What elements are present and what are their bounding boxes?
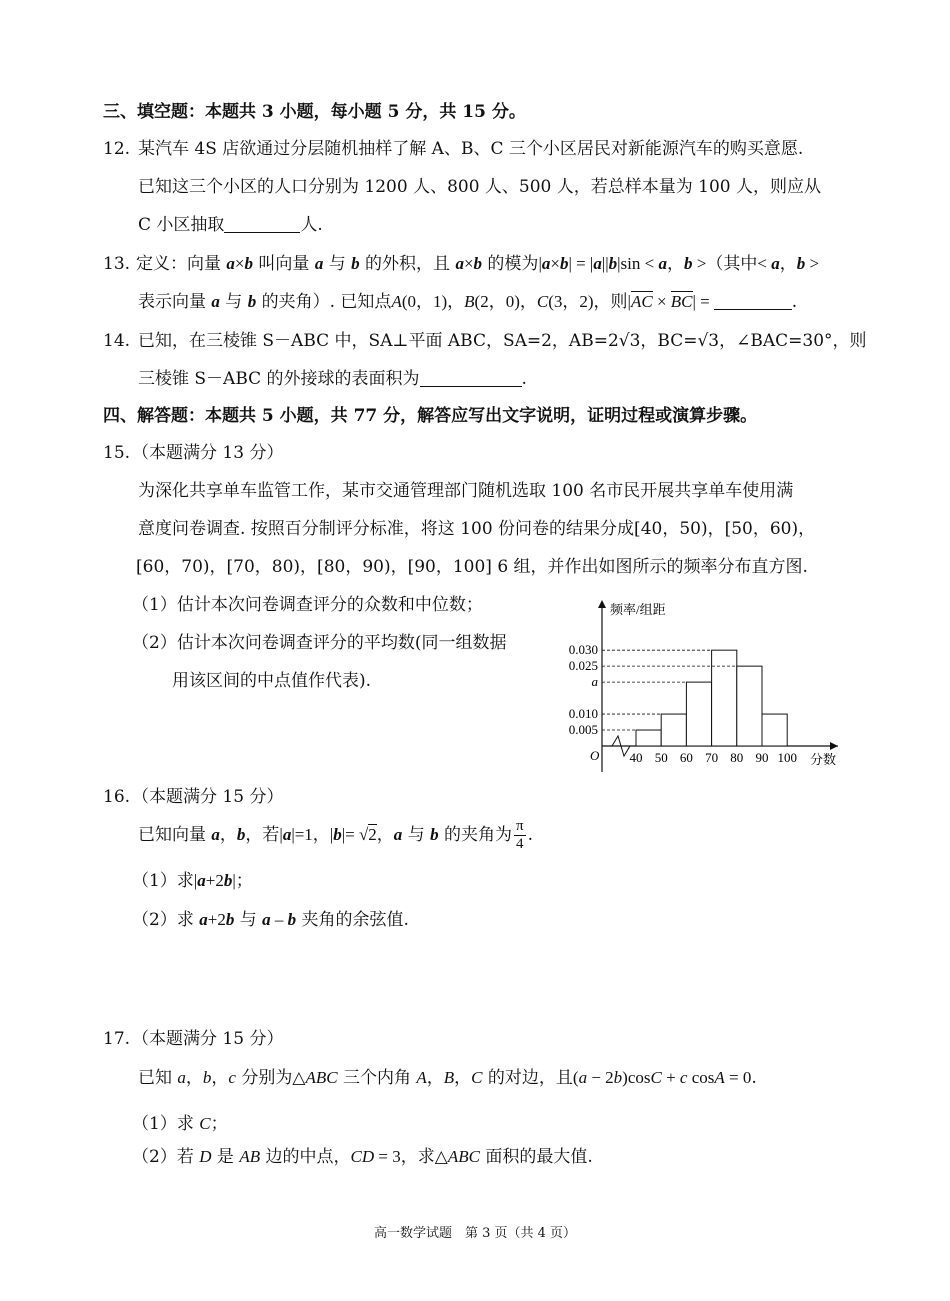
q16-text: 夹角的余弦值.: [296, 910, 409, 930]
q12-line1: 某汽车 4S 店欲通过分层随机抽样了解 A、B、C 三个小区居民对新能源汽车的购买意愿.: [138, 139, 804, 159]
q12-line3-end: 人.: [300, 215, 323, 235]
histogram-bar: [737, 666, 762, 746]
q17-line1: 已知 a，b，c 分别为△ABC 三个内角 A，B，C 的对边，且(a − 2b)cosC + c cosA = 0.: [138, 1068, 757, 1088]
q13-text: 定义：向量: [136, 254, 227, 274]
q13-text: 与: [219, 292, 248, 312]
q15-part2-cont: 用该区间的中点值作代表).: [172, 671, 372, 691]
q13-line2: 表示向量 a 与 b 的夹角）. 已知点A(0，1)，B(2，0)，C(3，2)，则|AC × BC| = .: [138, 292, 798, 312]
q15-part2: （2）估计本次问卷调查评分的平均数(同一组数据: [132, 633, 507, 653]
q12-line3-text: C 小区抽取: [138, 215, 225, 235]
y-tick-label: 0.030: [568, 642, 598, 658]
x-tick-label: 50: [654, 750, 668, 765]
q13-text: （其中: [706, 254, 758, 274]
q16-text: （2）求: [132, 910, 200, 930]
q14-text: 三棱锥 S－ABC 的外接球的表面积为: [138, 369, 420, 389]
q16-text: 与: [402, 825, 431, 845]
vector-magnitudes: |a|=1，|b|= √2: [279, 825, 377, 844]
q17-text: ，求△: [400, 1147, 448, 1167]
q16-number: 16.: [103, 787, 131, 807]
q17-part1: （1）求 C；: [132, 1114, 228, 1134]
x-tick-label: 90: [755, 750, 769, 765]
x-tick-label: 60: [679, 750, 693, 765]
points-definition: A(0，1)，B(2，0)，C(3，2): [391, 292, 594, 311]
histogram-bar: [712, 650, 737, 746]
x-tick-label: 40: [629, 750, 643, 765]
q14-answer-blank: [420, 368, 522, 387]
histogram-bar: [661, 714, 686, 746]
y-tick-label: 0.010: [568, 706, 598, 722]
x-tick-label: 70: [705, 750, 719, 765]
q16-text: ，: [376, 825, 394, 845]
y-tick-label: a: [591, 674, 598, 690]
q16-text: ，若: [245, 825, 280, 845]
q12-line3: [138, 213, 323, 237]
q16-line1: 已知向量 a，b，若|a|=1，|b|= √2，a 与 b 的夹角为 $\frac{\pi}{4}$ .: [138, 818, 533, 852]
x-axis-arrow: [830, 742, 838, 750]
q12-number: 12.: [103, 139, 131, 159]
q13-text: 的模为: [482, 254, 539, 274]
q17-score: （本题满分 15 分）: [132, 1029, 284, 1049]
pi-over-4-fraction: $\frac{\pi}{4}$: [516, 818, 524, 852]
q14-line1: 已知，在三棱锥 S－ABC 中，SA⊥平面 ABC，SA=2，AB=2√3，BC=√3，∠BAC=30°，则: [138, 331, 867, 351]
q16-text: 已知向量: [138, 825, 212, 845]
q17-text: 三个内角: [337, 1068, 417, 1088]
q16-text: 的夹角为: [438, 825, 513, 845]
histogram-bar: [762, 714, 787, 746]
vector-cross-formula: |AC × BC| =: [627, 292, 710, 311]
section3-heading: 三、填空题：本题共 3 小题，每小题 5 分，共 15 分。: [103, 102, 526, 122]
q15-line3: [60，70)，[70，80)，[80，90)，[90，100] 6 组，并作出如图所示的频率分布直方图.: [136, 557, 808, 577]
cross-product-formula: |a×b| = |a||b|sin < a，b >: [538, 254, 707, 273]
q17-text: 边的中点，: [260, 1147, 351, 1167]
q15-number: 15.: [103, 443, 131, 463]
y-tick-label: 0.005: [568, 722, 598, 738]
q14-line2: [138, 367, 527, 391]
q13-text: 叫向量: [253, 254, 315, 274]
q12-answer-blank: [224, 214, 300, 233]
page-footer: 高一数学试题 第 3 页（共 4 页）: [373, 1226, 577, 1241]
x-tick-label: 100: [777, 750, 797, 765]
q13-answer-blank: [714, 291, 792, 310]
q13-text: ，则: [593, 292, 628, 312]
section4-heading: 四、解答题：本题共 5 小题，共 77 分，解答应写出文字说明，证明过程或演算步骤。: [103, 406, 758, 426]
q13-line1: 定义：向量 a×b 叫向量 a 与 b 的外积，且 a×b 的模为|a×b| = |a||b|sin < a，b >（其中< a，b >: [136, 254, 820, 274]
origin-label: O: [590, 748, 600, 763]
q15-line2: 意度问卷调查. 按照百分制评分标准，将这 100 份问卷的结果分成[40，50)，[50，60)，: [138, 519, 816, 539]
vector-a-cross-b: a: [226, 254, 235, 273]
q13-text: 表示向量: [138, 292, 212, 312]
q17-text: 面积的最大值.: [479, 1147, 593, 1167]
x-axis-label: 分数: [810, 752, 837, 767]
q17-number: 17.: [103, 1029, 131, 1049]
q16-part1: （1）求|a+2b|；: [132, 871, 253, 891]
histogram-bar: [686, 682, 711, 746]
q13-text: 的外积，且: [359, 254, 456, 274]
q15-part1: （1）估计本次问卷调查评分的众数和中位数；: [132, 595, 483, 615]
q16-text: 与: [234, 910, 263, 930]
q15-score: （本题满分 13 分）: [132, 443, 284, 463]
q16-score: （本题满分 15 分）: [132, 787, 284, 807]
q15-line1: 为深化共享单车监管工作，某市交通管理部门随机选取 100 名市民开展共享单车使用满: [138, 481, 794, 501]
frequency-histogram: [548, 596, 848, 776]
q16-part2: （2）求 a+2b 与 a – b 夹角的余弦值.: [132, 910, 409, 930]
histogram-bar: [636, 730, 661, 746]
q17-text: 的对边，且: [482, 1068, 573, 1088]
y-tick-label: 0.025: [568, 658, 598, 674]
q17-text: 是: [211, 1147, 240, 1167]
y-axis-label: 频率/组距: [610, 602, 666, 617]
q16-text: （1）求: [132, 871, 194, 891]
q17-text: （2）若: [132, 1147, 200, 1167]
q13-text: 的夹角）. 已知点: [256, 292, 392, 312]
q17-text: 分别为△: [235, 1068, 306, 1088]
q13-text: 与: [323, 254, 352, 274]
x-tick-label: 80: [730, 750, 744, 765]
triangle-equation: (a − 2b)cosC + c cosA = 0: [572, 1068, 752, 1087]
q17-part2: （2）若 D 是 AB 边的中点，CD = 3，求△ABC 面积的最大值.: [132, 1147, 593, 1167]
q12-line2: 已知这三个小区的人口分别为 1200 人、800 人、500 人，若总样本量为 100 人，则应从: [138, 177, 822, 197]
q17-text: （1）求: [132, 1114, 200, 1134]
q13-number: 13.: [103, 254, 131, 274]
q17-text: 已知: [138, 1068, 178, 1088]
q14-number: 14.: [103, 331, 131, 351]
q14-text: .: [521, 369, 527, 389]
y-axis-arrow: [598, 600, 606, 608]
